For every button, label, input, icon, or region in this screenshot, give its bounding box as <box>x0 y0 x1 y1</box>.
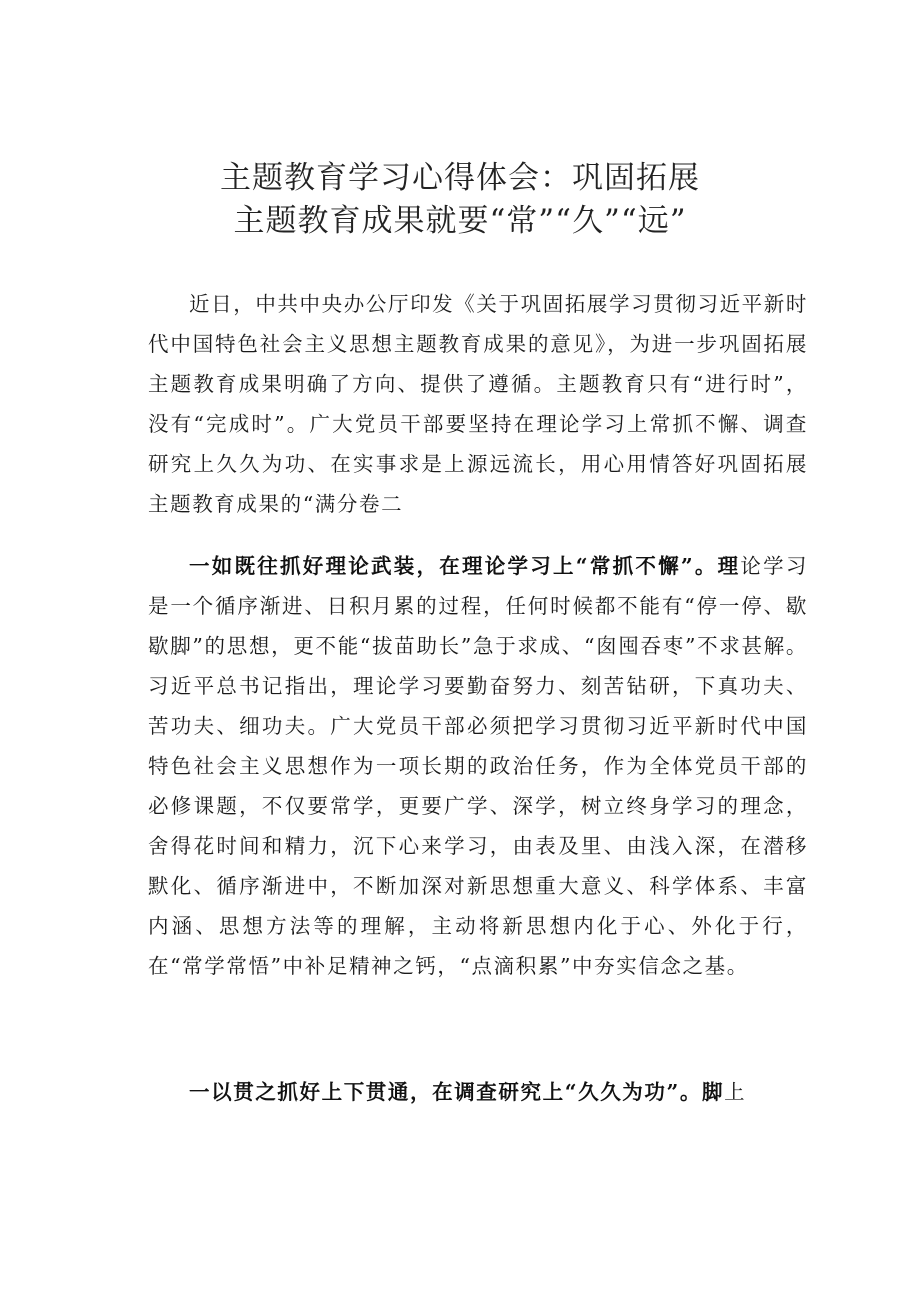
paragraph-3-lead: 一以贯之抓好上下贯通，在调查研究上“久久为功”。脚 <box>189 1080 725 1104</box>
paragraph-2-text: 论学习是一个循序渐进、日积月累的过程，任何时候都不能有“停一停、歇歇脚”的思想，更不能“拔苗助长”急于求成、“囱囤吞枣”不求甚解。习近平总书记指出，理论学习要勤奋努力、刻苦钻研，下真功夫、苦功夫、细功夫。广大党员干部必须把学习贯彻习近平新时代中国特色社会主义思想作为一项长期的政治任务，作为全体党员干部的必修课题，不仅要常学，更要广学、深学，树立终身学习的理念，舍得花时间和精力，沉下心来学习，由表及里、由浅入深，在潜移默化、循序渐进中，不断加深对新思想重大意义、科学体系、丰富内涵、思想方法等的理解，主动将新思想内化于心、外化于行，在“常学常悟”中补足精神之钙，“点滴积累”中夯实信念之基。 <box>148 554 808 978</box>
document-title-line-2: 主题教育成果就要“常”“久”“远” <box>233 203 687 239</box>
paragraph-3-text: 上 <box>724 1080 747 1104</box>
paragraph-3 <box>148 1072 808 1112</box>
document-title-line-1: 主题教育学习心得体会：巩固拓展 <box>220 160 700 196</box>
paragraph-2-lead: 一如既往抓好理论武装，在理论学习上“常抓不懈”。理 <box>189 554 741 578</box>
paragraph-1-text: 近日，中共中央办公厅印发《关于巩固拓展学习贯彻习近平新时代中国特色社会主义思想主题教育成果的意见》，为进一步巩固拓展主题教育成果明确了方向、提供了遵循。主题教育只有“进行时”，没有“完成时”。广大党员干部要坚持在理论学习上常抓不懈、调查研究上久久为功、在实事求是上源远流长，用心用情答好巩固拓展主题教育成果的“满分卷二 <box>148 292 808 516</box>
paragraph-2 <box>148 546 808 986</box>
paragraph-1 <box>148 284 808 524</box>
